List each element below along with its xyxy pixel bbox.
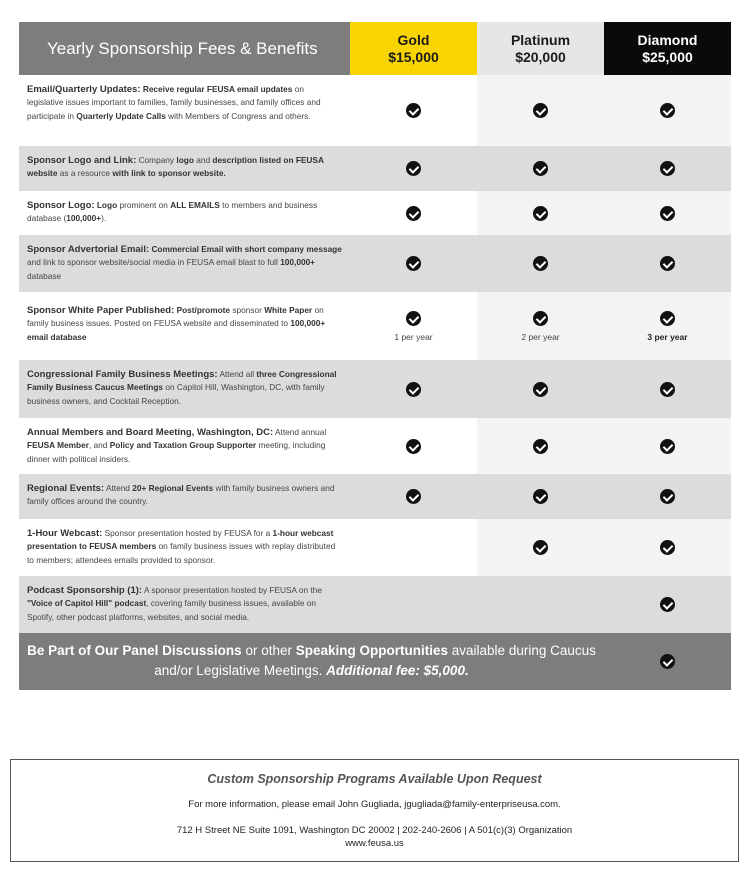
- checkmark-icon: [406, 439, 421, 454]
- sponsorship-table: [19, 22, 731, 690]
- checkmark-icon: [533, 382, 548, 397]
- checkmark-icon: [660, 103, 675, 118]
- diamond-cell: [604, 474, 731, 519]
- gold-cell: [350, 418, 477, 474]
- table-row: [19, 576, 731, 633]
- diamond-cell: [604, 191, 731, 235]
- tier-platinum: [477, 22, 604, 75]
- address-line: 712 H Street NE Suite 1091, Washington DC 20002 | 202-240-2606 | A 501(c)(3) Organization www.feusa.us: [11, 824, 738, 850]
- benefit-description: Regional Events: Attend 20+ Regional Events with family business owners and family offices around the country.: [19, 474, 350, 519]
- tier-gold: [350, 22, 477, 75]
- checkmark-icon: [660, 597, 675, 612]
- diamond-cell: [604, 235, 731, 292]
- tier-name: Diamond: [637, 31, 698, 48]
- checkmark-icon: [660, 161, 675, 176]
- checkmark-icon: [533, 540, 548, 555]
- checkmark-icon: [406, 382, 421, 397]
- checkmark-icon: [533, 256, 548, 271]
- checkmark-icon: [533, 161, 548, 176]
- checkmark-icon: [533, 311, 548, 326]
- checkmark-icon: [660, 540, 675, 555]
- frequency-label: 1 per year: [394, 331, 433, 342]
- table-row: [19, 474, 731, 519]
- gold-cell: [350, 576, 477, 633]
- tier-price: $15,000: [388, 48, 439, 65]
- platinum-cell: [477, 576, 604, 633]
- diamond-cell: [604, 146, 731, 191]
- table-row: [19, 146, 731, 191]
- platinum-cell: [477, 235, 604, 292]
- website-link[interactable]: www.feusa.us: [345, 838, 404, 849]
- frequency-label: 2 per year: [521, 331, 560, 342]
- platinum-cell: [477, 75, 604, 146]
- checkmark-icon: [660, 382, 675, 397]
- checkmark-icon: [406, 256, 421, 271]
- tier-price: $20,000: [515, 48, 566, 65]
- checkmark-icon: [660, 311, 675, 326]
- gold-cell: [350, 519, 477, 576]
- platinum-cell: [477, 418, 604, 474]
- checkmark-icon: [660, 489, 675, 504]
- diamond-cell: [604, 360, 731, 418]
- checkmark-icon: [533, 103, 548, 118]
- table-row: [19, 75, 731, 146]
- diamond-cell: [604, 633, 731, 690]
- gold-cell: [350, 360, 477, 418]
- contact-line: For more information, please email John Gugliada, jgugliada@family-enterpriseusa.com.: [188, 799, 561, 810]
- gold-cell: [350, 75, 477, 146]
- checkmark-icon: [533, 489, 548, 504]
- diamond-cell: [604, 519, 731, 576]
- checkmark-icon: [406, 103, 421, 118]
- platinum-cell: [477, 191, 604, 235]
- diamond-cell: [604, 292, 731, 360]
- checkmark-icon: [406, 161, 421, 176]
- gold-cell: [350, 235, 477, 292]
- platinum-cell: [477, 292, 604, 360]
- diamond-cell: [604, 75, 731, 146]
- checkmark-icon: [533, 206, 548, 221]
- benefit-description: Sponsor Advertorial Email: Commercial Email with short company message and link to sponsor website/social media in FEUSA email blast to full 100,000+ database: [19, 235, 350, 292]
- tier-name: Gold: [397, 31, 430, 48]
- gold-cell: [350, 292, 477, 360]
- platinum-cell: [477, 360, 604, 418]
- tier-diamond: [604, 22, 731, 75]
- panel-discussions-text: Be Part of Our Panel Discussions or other Speaking Opportunities available during Caucus and/or Legislative Meetings. Additional fee: $5,000.: [27, 643, 596, 678]
- platinum-cell: [477, 146, 604, 191]
- checkmark-icon: [660, 654, 675, 669]
- checkmark-icon: [406, 311, 421, 326]
- checkmark-icon: [660, 256, 675, 271]
- benefit-description: Sponsor White Paper Published: Post/promote sponsor White Paper on family business issues. Posted on FEUSA website and disseminated to 100,000+ email database: [19, 292, 350, 360]
- benefit-description: 1-Hour Webcast: Sponsor presentation hosted by FEUSA for a 1-hour webcast presentation to FEUSA members on family business issues with replay distributed to members; attendees emails provided to sponsor.: [19, 519, 350, 576]
- gold-cell: [350, 146, 477, 191]
- benefit-description: Podcast Sponsorship (1): A sponsor presentation hosted by FEUSA on the "Voice of Capitol Hill" podcast, covering family business issues, available on Spotify, other podcast platforms, websites, and social media.: [19, 576, 350, 633]
- table-header: [19, 22, 731, 75]
- checkmark-icon: [660, 206, 675, 221]
- table-row: [19, 292, 731, 360]
- table-row: [19, 191, 731, 235]
- benefit-description: Annual Members and Board Meeting, Washington, DC: Attend annual FEUSA Member, and Policy and Taxation Group Supporter meeting, including dinner with political insiders.: [19, 418, 350, 474]
- tier-name: Platinum: [510, 31, 571, 48]
- tier-price: $25,000: [642, 48, 693, 65]
- table-title: Yearly Sponsorship Fees & Benefits: [19, 22, 350, 75]
- platinum-cell: [477, 474, 604, 519]
- footer-title: Custom Sponsorship Programs Available Upon Request: [207, 772, 542, 786]
- checkmark-icon: [406, 206, 421, 221]
- benefit-description: Sponsor Logo: Logo prominent on ALL EMAILS to members and business database (100,000+).: [19, 191, 350, 235]
- checkmark-icon: [406, 489, 421, 504]
- checkmark-icon: [533, 439, 548, 454]
- benefit-description: Congressional Family Business Meetings: Attend all three Congressional Family Business Caucus Meetings on Capitol Hill, Washington, DC, with family business owners, and Cocktail Reception.: [19, 360, 350, 418]
- panel-discussions-row: [19, 633, 731, 690]
- benefit-description: Email/Quarterly Updates: Receive regular FEUSA email updates on legislative issues important to families, family businesses, and family offices and participate in Quarterly Update Calls with Members of Congress and others.: [19, 75, 350, 146]
- diamond-cell: [604, 418, 731, 474]
- table-row: [19, 519, 731, 576]
- platinum-cell: [477, 519, 604, 576]
- gold-cell: [350, 474, 477, 519]
- table-row: [19, 418, 731, 474]
- frequency-label: 3 per year: [647, 331, 688, 342]
- footer-box: [10, 759, 739, 862]
- gold-cell: [350, 191, 477, 235]
- diamond-cell: [604, 576, 731, 633]
- checkmark-icon: [660, 439, 675, 454]
- table-row: [19, 360, 731, 418]
- benefit-description: Sponsor Logo and Link: Company logo and description listed on FEUSA website as a resource with link to sponsor website.: [19, 146, 350, 191]
- table-row: [19, 235, 731, 292]
